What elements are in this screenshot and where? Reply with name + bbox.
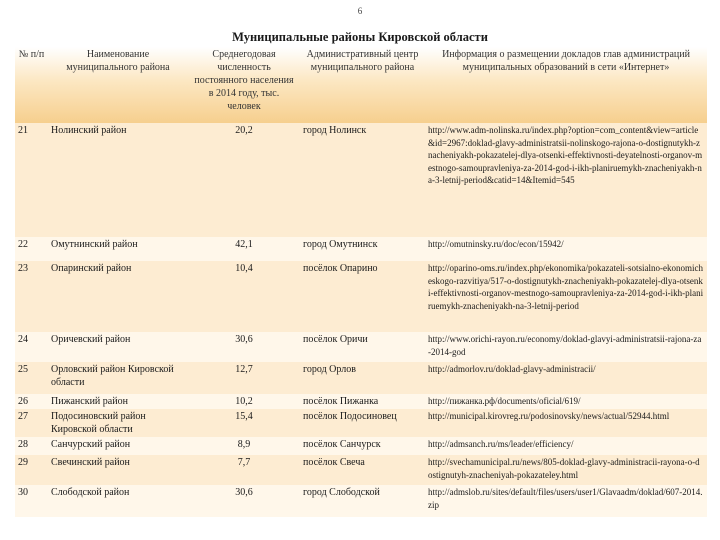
district-name: Санчурский район (51, 439, 131, 450)
population-value: 8,9 (237, 439, 251, 450)
population-value: 12,7 (235, 364, 253, 375)
report-link[interactable]: http://admorlov.ru/doklad-glavy-administracii/ (428, 364, 596, 374)
report-link[interactable]: http://municipal.kirovreg.ru/podosinovsky/news/actual/52944.html (428, 411, 670, 421)
header-population: Среднегодовая численность постоянного населения в 2014 году, тыс. человек (194, 49, 294, 112)
report-link-cell (425, 485, 707, 517)
population-value: 42,1 (235, 239, 253, 250)
district-name: Пижанский район (51, 396, 128, 407)
report-link-cell (425, 123, 707, 237)
report-link-cell (425, 261, 707, 332)
population-value: 30,6 (235, 334, 253, 345)
admin-center: город Нолинск (303, 125, 367, 136)
population-value: 15,4 (235, 411, 253, 422)
table-row (15, 237, 707, 261)
table-header-row (15, 47, 707, 123)
district-name: Оричевский район (51, 334, 131, 345)
admin-center: город Слободской (303, 487, 380, 498)
row-number: 27 (18, 411, 28, 422)
table-row (15, 409, 707, 437)
report-link-cell (425, 409, 707, 437)
admin-center: посёлок Подосиновец (303, 411, 397, 422)
page-title: Муниципальные районы Кировской области (232, 30, 488, 44)
report-link-cell (425, 455, 707, 485)
population-value: 20,2 (235, 125, 253, 136)
report-link[interactable]: http://oparino-oms.ru/index.php/ekonomika/pokazateli-sotsialno-ekonomicheskogo-razvitiya/517-o-dostignutykh-znacheniyakh-pokazatelej-dlya-otsenki-effektivnosti-organov-mestnogo-samoupravleniya-za-2014-god-i-ikh-planiruemykh-znacheniyakh-na-3-letnij-period (428, 263, 704, 311)
report-link-cell (425, 362, 707, 394)
table-row (15, 123, 707, 237)
admin-center: город Орлов (303, 364, 356, 375)
table-row (15, 437, 707, 455)
table-row (15, 332, 707, 362)
district-name: Слободской район (51, 487, 130, 498)
report-link-cell (425, 394, 707, 409)
row-number: 26 (18, 396, 28, 407)
report-link[interactable]: http://пижанка.рф/documents/oficial/619/ (428, 396, 581, 406)
districts-table (15, 47, 707, 517)
page-number: 6 (357, 6, 363, 16)
header-info: Информация о размещении докладов глав администраций муниципальных образований в сети «Интернет» (442, 49, 690, 73)
population-value: 7,7 (237, 457, 251, 468)
admin-center: город Омутнинск (303, 239, 378, 250)
header-num: № п/п (18, 49, 45, 60)
report-link[interactable]: http://admslob.ru/sites/default/files/users/user1/Glavaadm/doklad/607-2014.zip (428, 487, 703, 510)
population-value: 30,6 (235, 487, 253, 498)
district-name: Нолинский район (51, 125, 127, 136)
report-link-cell (425, 237, 707, 261)
row-number: 30 (18, 487, 28, 498)
row-number: 25 (18, 364, 28, 375)
header-center: Административный центр муниципального района (306, 49, 419, 73)
admin-center: посёлок Оричи (303, 334, 368, 345)
population-value: 10,2 (235, 396, 253, 407)
district-name: Подосиновский район Кировской области (51, 411, 146, 435)
table-row (15, 394, 707, 409)
report-link[interactable]: http://omutninsky.ru/doc/econ/15942/ (428, 239, 564, 249)
report-link[interactable]: http://svechamunicipal.ru/news/805-doklad-glavy-administracii-rayona-o-dostignutyh-znacheniyah-pokazateley.html (428, 457, 700, 480)
report-link[interactable]: http://admsanch.ru/ms/leader/efficiency/ (428, 439, 574, 449)
row-number: 28 (18, 439, 28, 450)
report-link-cell (425, 437, 707, 455)
district-name: Свечинский район (51, 457, 130, 468)
table-row (15, 485, 707, 517)
district-name: Опаринский район (51, 263, 132, 274)
admin-center: посёлок Пижанка (303, 396, 379, 407)
admin-center: посёлок Санчурск (303, 439, 381, 450)
row-number: 21 (18, 125, 28, 136)
table-row (15, 455, 707, 485)
row-number: 24 (18, 334, 28, 345)
table-row (15, 261, 707, 332)
report-link[interactable]: http://www.orichi-rayon.ru/economy/doklad-glavyi-administratsii-rajona-za-2014-god (428, 334, 702, 357)
admin-center: посёлок Опарино (303, 263, 378, 274)
district-name: Орловский район Кировской области (51, 364, 174, 388)
report-link-cell (425, 332, 707, 362)
row-number: 29 (18, 457, 28, 468)
header-name: Наименование муниципального района (66, 49, 170, 73)
admin-center: посёлок Свеча (303, 457, 365, 468)
row-number: 22 (18, 239, 28, 250)
table-row (15, 362, 707, 394)
row-number: 23 (18, 263, 28, 274)
population-value: 10,4 (235, 263, 253, 274)
district-name: Омутнинский район (51, 239, 138, 250)
report-link[interactable]: http://www.adm-nolinska.ru/index.php?option=com_content&view=article&id=2967:doklad-glavy-administratsii-nolinskogo-rajona-o-dostignutykh-znacheniyakh-pokazatelej-dlya-otsenki-effektivnosti-deyatelnosti-organov-mestnogo-samoupravleniya-za-2014-god-i-ikh-planiruemykh-znacheniyakh-na-3-letnij-period&catid=14&Itemid=545 (428, 125, 703, 186)
